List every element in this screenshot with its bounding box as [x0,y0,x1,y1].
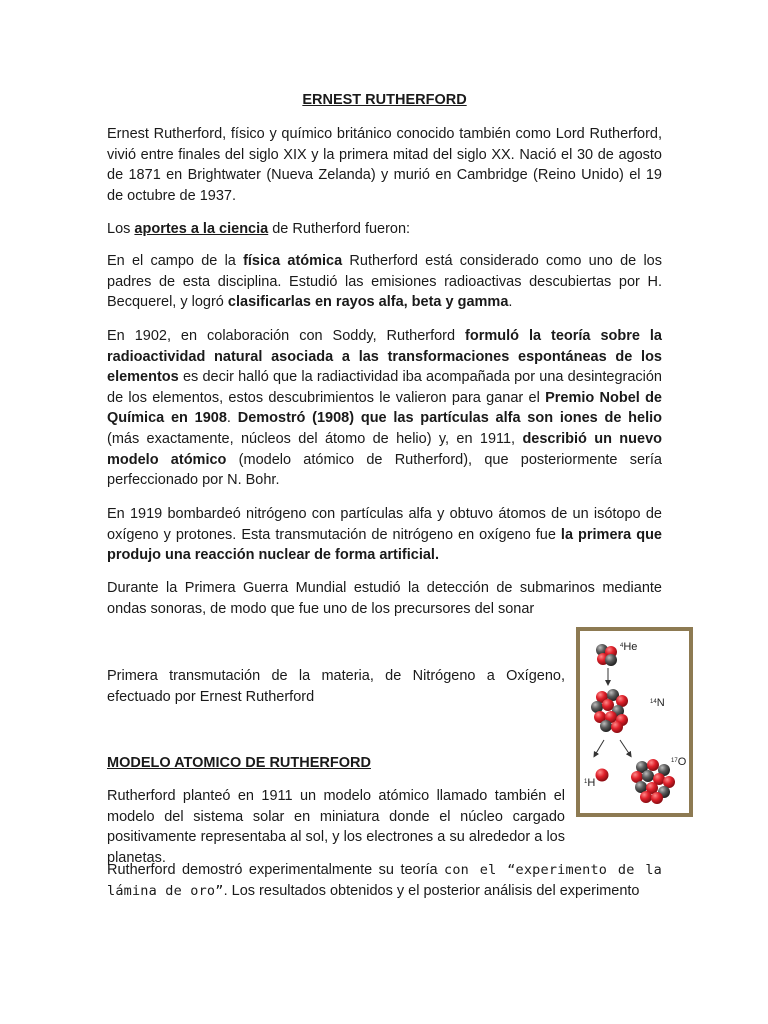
hydrogen-label: $^1$H [584,777,596,789]
text-run: . [508,294,513,311]
paragraph-atomic-physics [107,251,662,313]
document-title: ERNEST RUTHERFORD [302,92,467,108]
text-run: En 1902, en colaboración con Soddy, Rutherford [107,328,466,344]
text-run-bold: la primera que produjo una reacción nuclear de forma artificial. [107,526,662,564]
text-run-bold: formuló la teoría sobre la radioactividad natural asociada a las transformaciones espontáneas de los elementos [107,328,662,386]
oxygen-label: $^{17}$O [671,756,687,768]
transmutation-figure [576,627,693,817]
text-run-bold-underlined: aportes a la ciencia [134,221,269,237]
text-run-bold: Demostró (1908) que las partículas alfa son iones de helio [237,410,662,427]
paragraph-transmutation [107,504,662,566]
text-run-bold: Premio Nobel de Química en 1908 [107,389,662,427]
figure-caption: Primera transmutación de la materia, de Nitrógeno a Oxígeno, efectuado por Ernest Rutherford [107,668,565,705]
text-run: es decir halló que la radiactividad iba acompañada por una desintegración de los elementos, estos descubrimientos le valieron para ganar el [107,369,662,406]
text-run: de Rutherford fueron: [268,221,411,237]
text-run-bold: clasificarlas en rayos alfa, beta y gamma [227,294,509,311]
nitrogen-label: $^{14}$N [650,697,665,709]
arrow-down-left-icon [595,740,604,755]
paragraph-radioactivity [107,326,662,491]
section-heading-atomic-model: MODELO ATOMICO DE RUTHERFORD [107,755,371,771]
paragraph-sonar: Durante la Primera Guerra Mundial estudió la detección de submarinos mediante ondas sonoras, de modo que fue uno de los precursores del sonar [107,580,662,617]
text-run: . [226,410,238,427]
text-run: (más exactamente, núcleos del átomo de helio) y, en 1911, [107,430,523,447]
text-run: Los [107,221,135,237]
paragraph-model-part1: Rutherford planteó en 1911 un modelo atómico llamado también el modelo del sistema solar en miniatura donde el núcleo cargado positivamente representaba al sol, y los electrones a su alrededor a los planetas. [107,788,565,866]
helium-label: $^4$He [620,641,638,653]
text-run: . Los resultados obtenidos y el posterior análisis del experimento [223,882,640,899]
text-run: Rutherford demostró experimentalmente su teoría [107,862,445,878]
text-run: En 1919 bombardeó nitrógeno con partículas alfa y obtuvo átomos de un isótopo de oxígeno y protones. Esta transmutación de nitrógeno en oxígeno fue [107,506,662,543]
text-run: Rutherford está considerado como uno de los padres de esta disciplina. Estudió las emisiones radioactivas descubiertas por H. Becquerel, y logró [107,253,662,311]
paragraph-contributions-intro [107,219,662,240]
arrow-down-right-icon [620,740,630,755]
oxygen-nucleus-icon [631,759,675,804]
text-run: En el campo de la [107,253,244,269]
text-run-monospace: con el “experimento de la lámina de oro” [107,862,662,899]
paragraph-biography: Ernest Rutherford, físico y químico británico conocido también como Lord Rutherford, vivió entre finales del siglo XIX y la primera mitad del siglo XX. Nació el 30 de agosto de 1871 en Brightwater (Nueva Zelanda) y murió en Cambridge (Reino Unido) el 19 de octubre de 1937. [107,126,662,204]
text-run-bold: física atómica [243,253,343,269]
text-run-bold: describió un nuevo modelo atómico [107,430,662,468]
paragraph-gold-foil [107,860,662,901]
text-run: (modelo atómico de Rutherford), que posteriormente sería perfeccionado por N. Bohr. [107,451,662,489]
transmutation-diagram [580,631,689,813]
hydrogen-proton-icon [596,769,609,782]
helium-nucleus-icon [596,644,617,666]
nitrogen-nucleus-icon [591,689,628,733]
